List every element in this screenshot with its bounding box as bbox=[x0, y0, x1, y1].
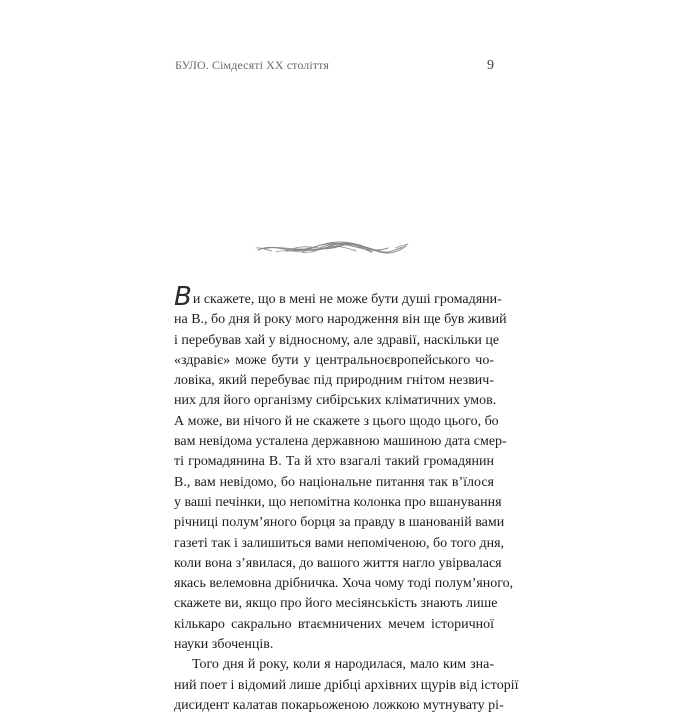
first-line-text: и скажете, що в мені не може бути душі громадяни- bbox=[192, 292, 502, 307]
text-line: якась велемовна дрібничка. Хоча чому тоді полум’яного, bbox=[174, 576, 514, 592]
text-line: на В., бо дня й року мого народження він ще був живий bbox=[174, 312, 507, 328]
text-line-paragraph-start: Того дня й року, коли я народилася, мало ким зна- bbox=[192, 657, 494, 673]
text-line: «здравіє» може бути у центральноєвропейського чо- bbox=[174, 352, 494, 368]
text-line: річниці полум’яного борця за правду в шанованій вами bbox=[174, 515, 505, 531]
text-line: дисидент калатав покарьоженою ложкою мутнувату рі- bbox=[174, 697, 504, 713]
text-line: А може, ви нічого й не скажете з цього щодо цього, бо bbox=[174, 413, 499, 429]
text-line: кількаро сакрально втаємничених мечем історичної bbox=[174, 616, 494, 632]
text-line: В., вам невідомо, бо національне питання так в’їлося bbox=[174, 474, 494, 490]
text-line: у ваші печінки, що непомітна колонка про вшанування bbox=[174, 494, 502, 510]
text-line: коли вона з’явилася, до вашого життя нагло увірвалася bbox=[174, 555, 502, 571]
text-line: ний поет і відомий лише дрібці архівних щурів від історії bbox=[174, 677, 519, 693]
text-line: скажете ви, якщо про його месіянськість знають лише bbox=[174, 596, 498, 612]
running-title: БУЛО. Сімдесяті XX століття bbox=[175, 58, 329, 72]
text-line: них для його організму сибірських кліматичних умов. bbox=[174, 393, 497, 409]
text-line: газеті так і залишиться вами непоміченою, бо того дня, bbox=[174, 535, 505, 551]
page-number: 9 bbox=[487, 58, 494, 73]
text-line: ловіка, який перебуває під природним гнітом незвич- bbox=[174, 373, 494, 389]
text-line: ті громадянина В. Та й хто взагалі такий громадянин bbox=[174, 454, 494, 470]
swirl-ornament-icon bbox=[256, 234, 408, 262]
text-line: і перебував хай у відносному, але здравії, наскільки це bbox=[174, 332, 500, 348]
text-line-paragraph-end: науки збоченців. bbox=[174, 637, 274, 653]
text-line: вам невідома усталена державною машиною дата смер- bbox=[174, 434, 507, 450]
text-line-first bbox=[174, 282, 502, 312]
drop-cap: В bbox=[174, 282, 192, 312]
body-text bbox=[174, 282, 519, 716]
